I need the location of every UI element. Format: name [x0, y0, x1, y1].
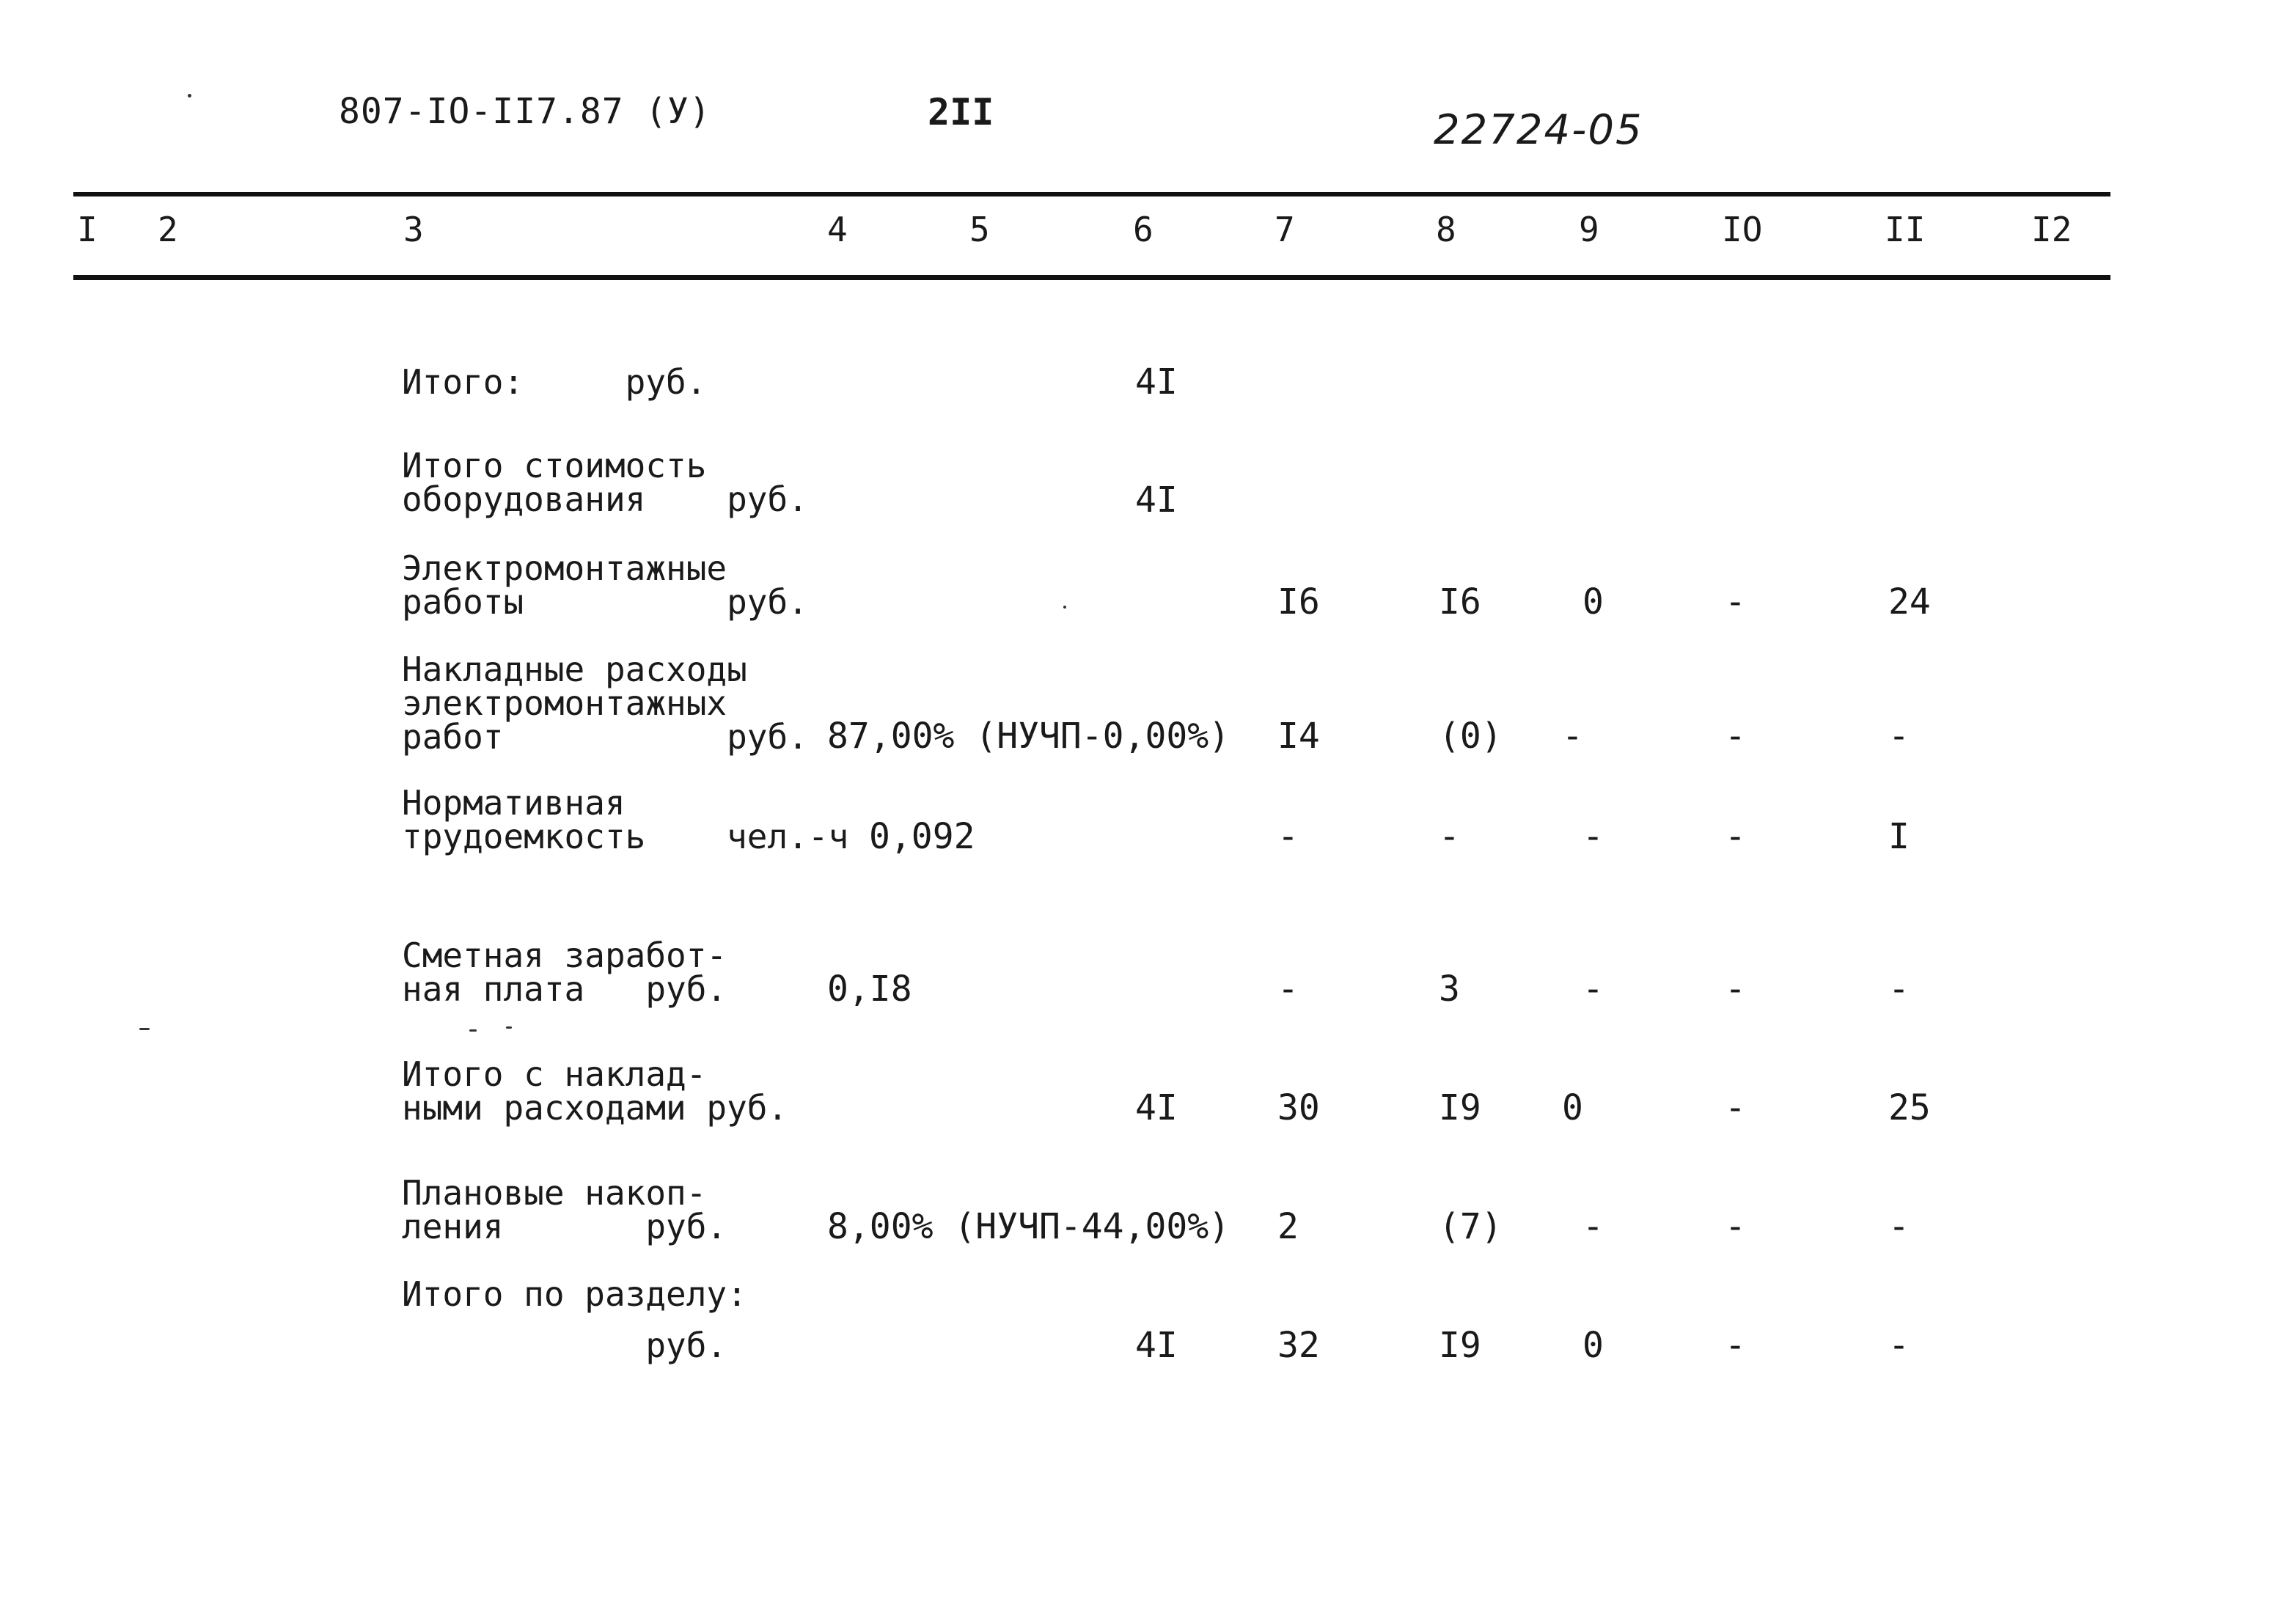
scan-speck	[139, 1028, 150, 1030]
row-label-line: работы руб.	[402, 582, 808, 622]
col8-value: 3	[1439, 969, 1460, 1010]
row-label-line: трудоемкость чел.-ч	[402, 817, 849, 856]
col7-value: -	[1277, 969, 1299, 1010]
col7-value: 2	[1277, 1206, 1299, 1247]
row-label-line: ления руб.	[402, 1207, 727, 1246]
col7-value: 30	[1277, 1087, 1320, 1128]
col10-value: -	[1725, 1087, 1746, 1128]
col10-value: -	[1725, 581, 1746, 622]
col11-value: -	[1888, 1206, 1910, 1247]
row-label-line: работ руб.	[402, 717, 808, 757]
col6-value: 4I	[1135, 1325, 1178, 1366]
col10-value: -	[1725, 969, 1746, 1010]
rate-value: 8,00% (НУЧП-44,00%)	[827, 1206, 1230, 1247]
col6-value: 4I	[1135, 361, 1178, 403]
col8-value: (7)	[1439, 1206, 1503, 1247]
col8-value: (0)	[1439, 716, 1503, 757]
col9-value: -	[1582, 816, 1604, 857]
col9-value: 0	[1582, 1325, 1604, 1366]
col7-value: 32	[1277, 1325, 1320, 1366]
col9-value: -	[1562, 716, 1583, 757]
scan-speck	[188, 94, 191, 98]
col11-value: I	[1888, 816, 1910, 857]
scan-speck	[506, 1026, 512, 1029]
col7-value: I6	[1277, 581, 1320, 622]
column-number: IO	[1722, 210, 1763, 249]
col11-value: -	[1888, 1325, 1910, 1366]
row-label-line: Итого стоимость	[402, 446, 707, 485]
document-mark: (У)	[645, 91, 711, 132]
col8-value: -	[1439, 816, 1460, 857]
col9-value: 0	[1582, 581, 1604, 622]
col11-value: 25	[1888, 1087, 1931, 1128]
col7-value: I4	[1277, 716, 1320, 757]
scan-speck	[1063, 606, 1066, 609]
col7-value: -	[1277, 816, 1299, 857]
table-header-rule	[73, 275, 2110, 280]
row-label-line: руб.	[402, 1326, 727, 1365]
col9-value: -	[1582, 1206, 1604, 1247]
column-number: 8	[1436, 210, 1456, 249]
col11-value: -	[1888, 969, 1910, 1010]
row-label-line: Накладные расходы	[402, 650, 747, 689]
col9-value: -	[1582, 969, 1604, 1010]
row-label-line: ными расходами руб.	[402, 1088, 788, 1128]
row-label-line: Плановые накоп-	[402, 1173, 707, 1213]
rate-value: 87,00% (НУЧП-0,00%)	[827, 716, 1230, 757]
column-number: 4	[827, 210, 848, 249]
col10-value: -	[1725, 1206, 1746, 1247]
col8-value: I9	[1439, 1087, 1481, 1128]
col8-value: I9	[1439, 1325, 1481, 1366]
column-number: I	[77, 210, 98, 249]
row-label-line: Электромонтажные	[402, 548, 727, 588]
page-number: 2II	[928, 91, 994, 133]
handwritten-number: 22724-05	[1434, 106, 1643, 154]
row-label-line: Сметная заработ-	[402, 936, 727, 975]
document-code: 807-IO-II7.87	[339, 91, 624, 132]
column-number: 7	[1274, 210, 1295, 249]
table-top-rule	[73, 192, 2110, 196]
column-number: 9	[1579, 210, 1599, 249]
row-label-line: ная плата руб.	[402, 969, 727, 1009]
col6-value: 4I	[1135, 480, 1178, 521]
column-number: 3	[403, 210, 424, 249]
column-number: 5	[969, 210, 990, 249]
col9-value: 0	[1562, 1087, 1583, 1128]
row-label-line: электромонтажных	[402, 683, 727, 723]
column-number: 6	[1133, 210, 1153, 249]
row-label-line: Итого: руб.	[402, 362, 707, 402]
row-label-line: Итого с наклад-	[402, 1054, 707, 1094]
column-number: I2	[2031, 210, 2072, 249]
col11-value: -	[1888, 716, 1910, 757]
col10-value: -	[1725, 1325, 1746, 1366]
row-label-line: Нормативная	[402, 783, 626, 823]
column-number: 2	[158, 210, 178, 249]
rate-value: 0,I8	[827, 969, 912, 1010]
col10-value: -	[1725, 716, 1746, 757]
row-label-line: оборудования руб.	[402, 480, 808, 519]
row-label-line: Итого по разделу:	[402, 1274, 747, 1314]
rate-value: 0,092	[869, 816, 975, 857]
col8-value: I6	[1439, 581, 1481, 622]
col6-value: 4I	[1135, 1087, 1178, 1128]
col10-value: -	[1725, 816, 1746, 857]
scan-speck	[469, 1029, 477, 1032]
column-number: II	[1885, 210, 1926, 249]
col11-value: 24	[1888, 581, 1931, 622]
